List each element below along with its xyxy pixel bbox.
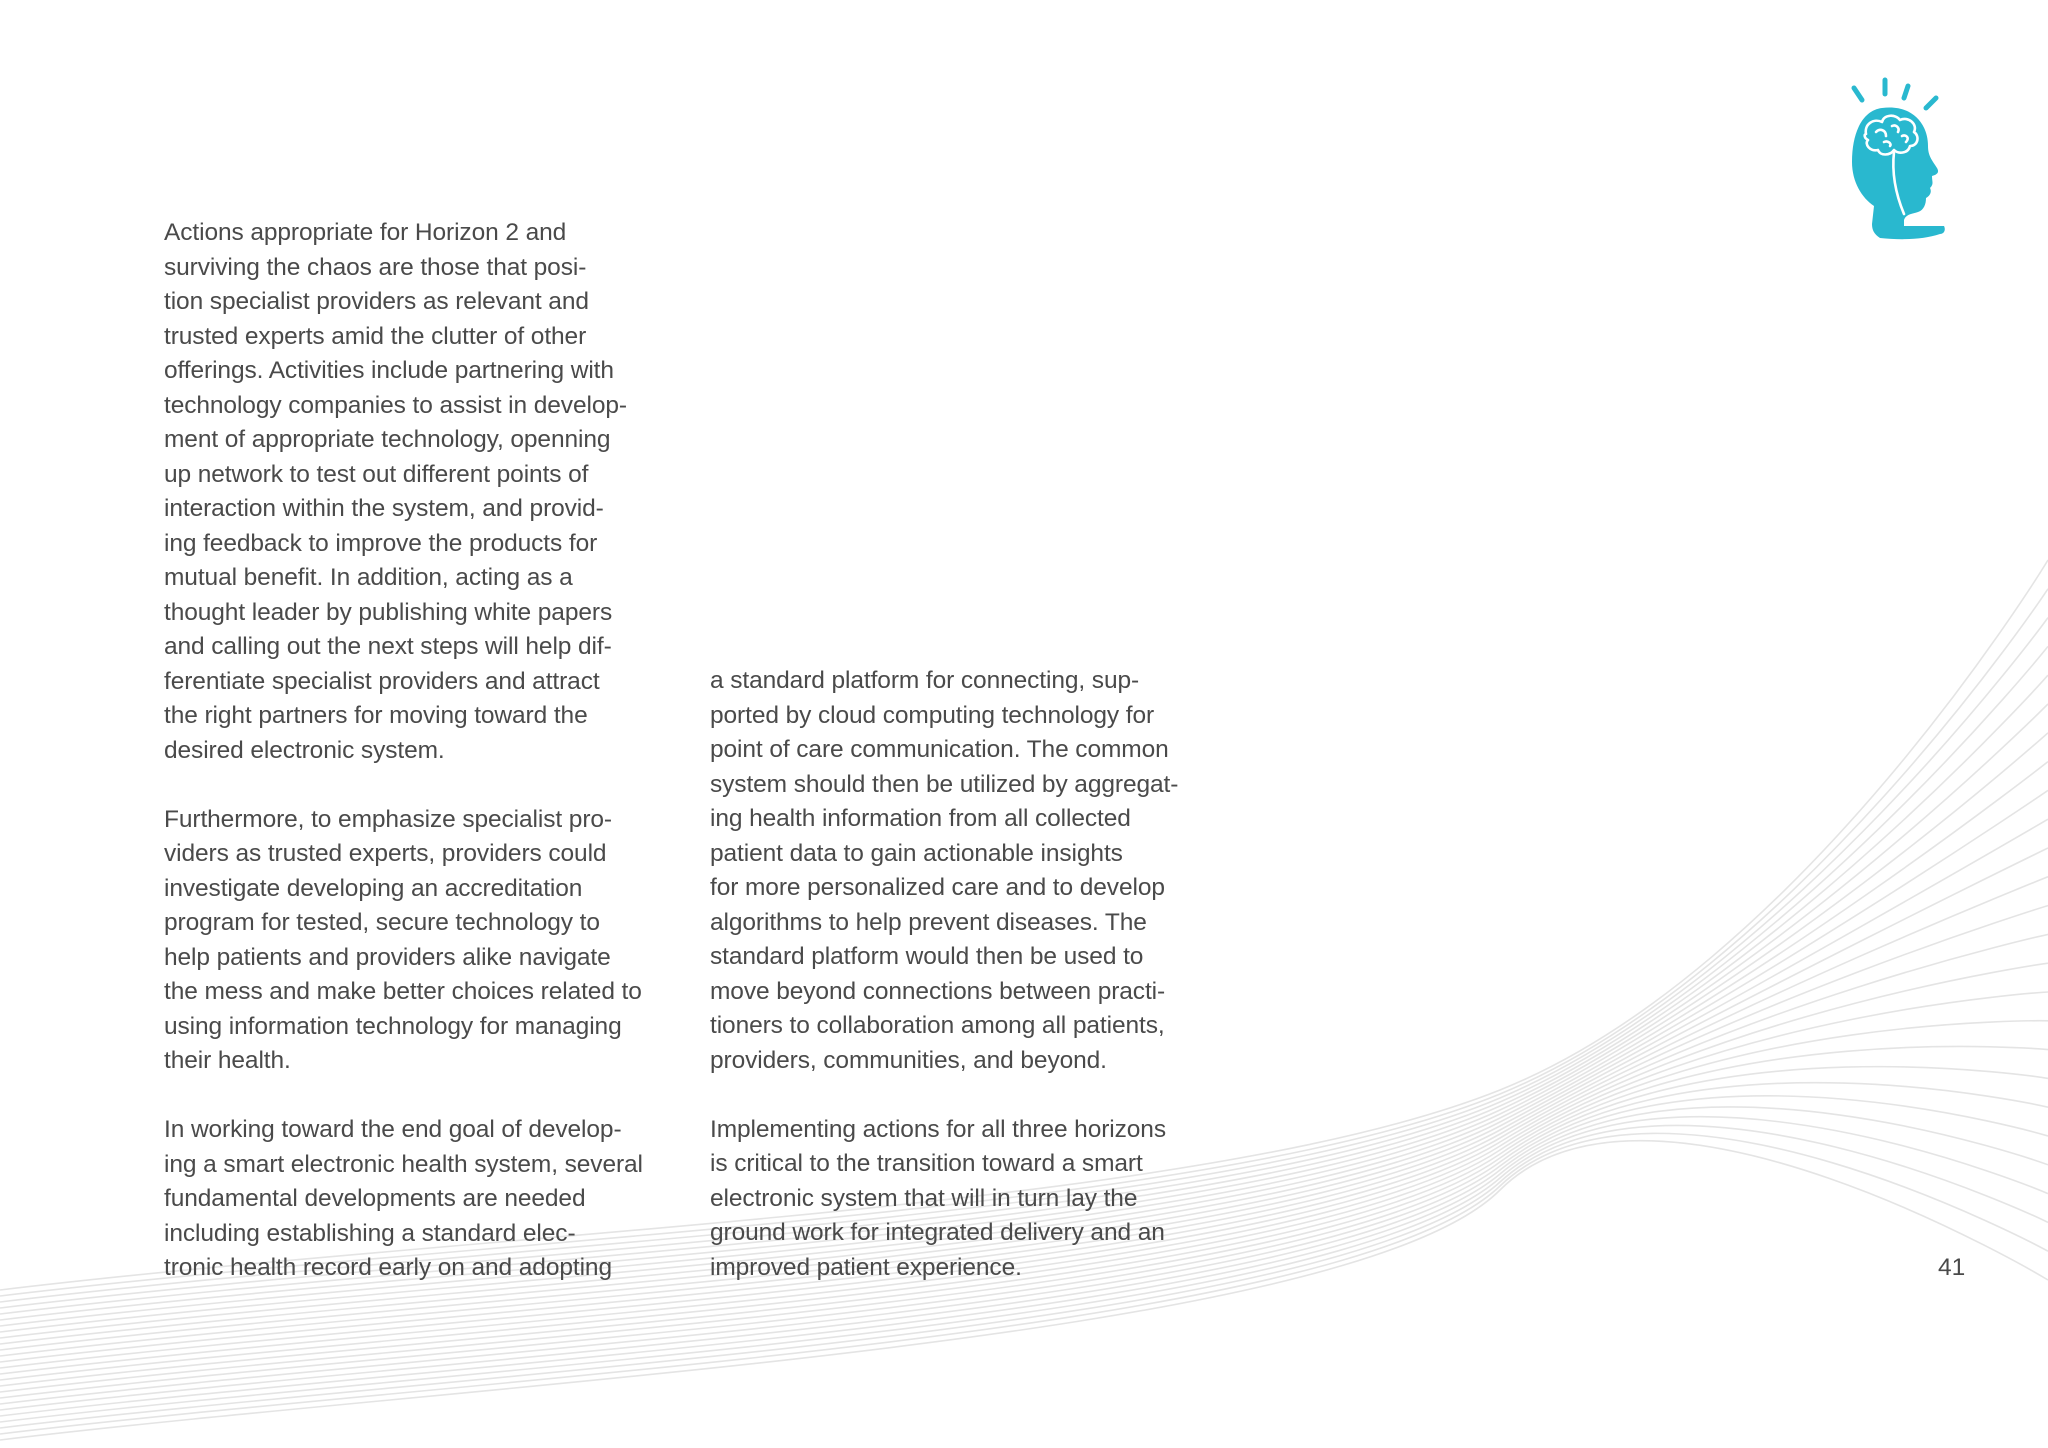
text-line: patient data to gain actionable insights bbox=[710, 839, 1123, 867]
text-line: the right partners for moving toward the bbox=[164, 702, 588, 729]
text-line: electronic system that will in turn lay the bbox=[710, 1184, 1138, 1212]
text-line: improved patient experience. bbox=[710, 1253, 1022, 1281]
text-line: move beyond connections between practi- bbox=[710, 977, 1166, 1005]
text-line: point of care communication. The common bbox=[710, 736, 1169, 763]
text-line: viders as trusted experts, providers could bbox=[164, 840, 607, 867]
text-line: In working toward the end goal of develop- bbox=[164, 1116, 622, 1143]
head-with-brain-icon bbox=[1840, 74, 1952, 244]
text-line: trusted experts amid the clutter of other bbox=[164, 322, 587, 350]
text-line: tion specialist providers as relevant and bbox=[164, 288, 589, 315]
text-line: technology companies to assist in develop- bbox=[164, 391, 627, 419]
paragraph-end-goal bbox=[164, 1113, 643, 1286]
text-line: investigate developing an accreditation bbox=[164, 874, 583, 902]
text-line: Implementing actions for all three horizons bbox=[710, 1115, 1166, 1143]
text-line: ing feedback to improve the products for bbox=[164, 529, 598, 557]
text-line: help patients and providers alike navigate bbox=[164, 943, 611, 971]
text-line: tronic health record early on and adopting bbox=[164, 1254, 612, 1281]
page-number: 41 bbox=[1938, 1254, 1966, 1281]
text-line: ported by cloud computing technology for bbox=[710, 701, 1155, 729]
text-line: providers, communities, and beyond. bbox=[710, 1046, 1107, 1074]
text-line: ing health information from all collected bbox=[710, 805, 1131, 832]
paragraph-gap bbox=[710, 1078, 1178, 1113]
text-line: ing a smart electronic health system, several bbox=[164, 1150, 643, 1178]
text-line: for more personalized care and to develop bbox=[710, 874, 1165, 901]
text-line: ment of appropriate technology, openning bbox=[164, 426, 611, 453]
text-line: the mess and make better choices related to bbox=[164, 978, 642, 1005]
text-column-right bbox=[710, 664, 1178, 1285]
text-line: their health. bbox=[164, 1047, 291, 1074]
text-line: offerings. Activities include partnering with bbox=[164, 357, 614, 384]
text-line: up network to test out different points of bbox=[164, 460, 589, 488]
paragraph-gap bbox=[164, 1079, 643, 1114]
paragraph-horizon-2 bbox=[164, 216, 643, 768]
text-line: desired electronic system. bbox=[164, 736, 445, 764]
text-line: is critical to the transition toward a smart bbox=[710, 1150, 1143, 1177]
text-line: program for tested, secure technology to bbox=[164, 909, 600, 936]
text-line: tioners to collaboration among all patients, bbox=[710, 1012, 1165, 1039]
text-line: fundamental developments are needed bbox=[164, 1185, 586, 1212]
text-line: ferentiate specialist providers and attract bbox=[164, 667, 600, 695]
text-line: ground work for integrated delivery and an bbox=[710, 1219, 1165, 1246]
text-line: including establishing a standard elec- bbox=[164, 1219, 576, 1247]
text-column-left bbox=[164, 216, 643, 1286]
paragraph-gap bbox=[164, 768, 643, 803]
text-line: a standard platform for connecting, sup- bbox=[710, 667, 1140, 694]
text-line: mutual benefit. In addition, acting as a bbox=[164, 564, 573, 591]
text-line: Actions appropriate for Horizon 2 and bbox=[164, 219, 567, 246]
text-line: system should then be utilized by aggregat- bbox=[710, 770, 1179, 798]
text-line: interaction within the system, and provid- bbox=[164, 495, 604, 522]
text-line: standard platform would then be used to bbox=[710, 943, 1144, 970]
text-line: Furthermore, to emphasize specialist pro- bbox=[164, 805, 612, 833]
text-line: algorithms to help prevent diseases. The bbox=[710, 908, 1147, 936]
paragraph-standard-platform bbox=[710, 664, 1178, 1078]
text-line: surviving the chaos are those that posi- bbox=[164, 253, 587, 281]
paragraph-trusted-experts bbox=[164, 803, 643, 1079]
paragraph-implementing-actions bbox=[710, 1113, 1178, 1286]
text-line: thought leader by publishing white papers bbox=[164, 598, 613, 626]
text-line: and calling out the next steps will help dif- bbox=[164, 633, 612, 660]
text-line: using information technology for managing bbox=[164, 1012, 622, 1040]
